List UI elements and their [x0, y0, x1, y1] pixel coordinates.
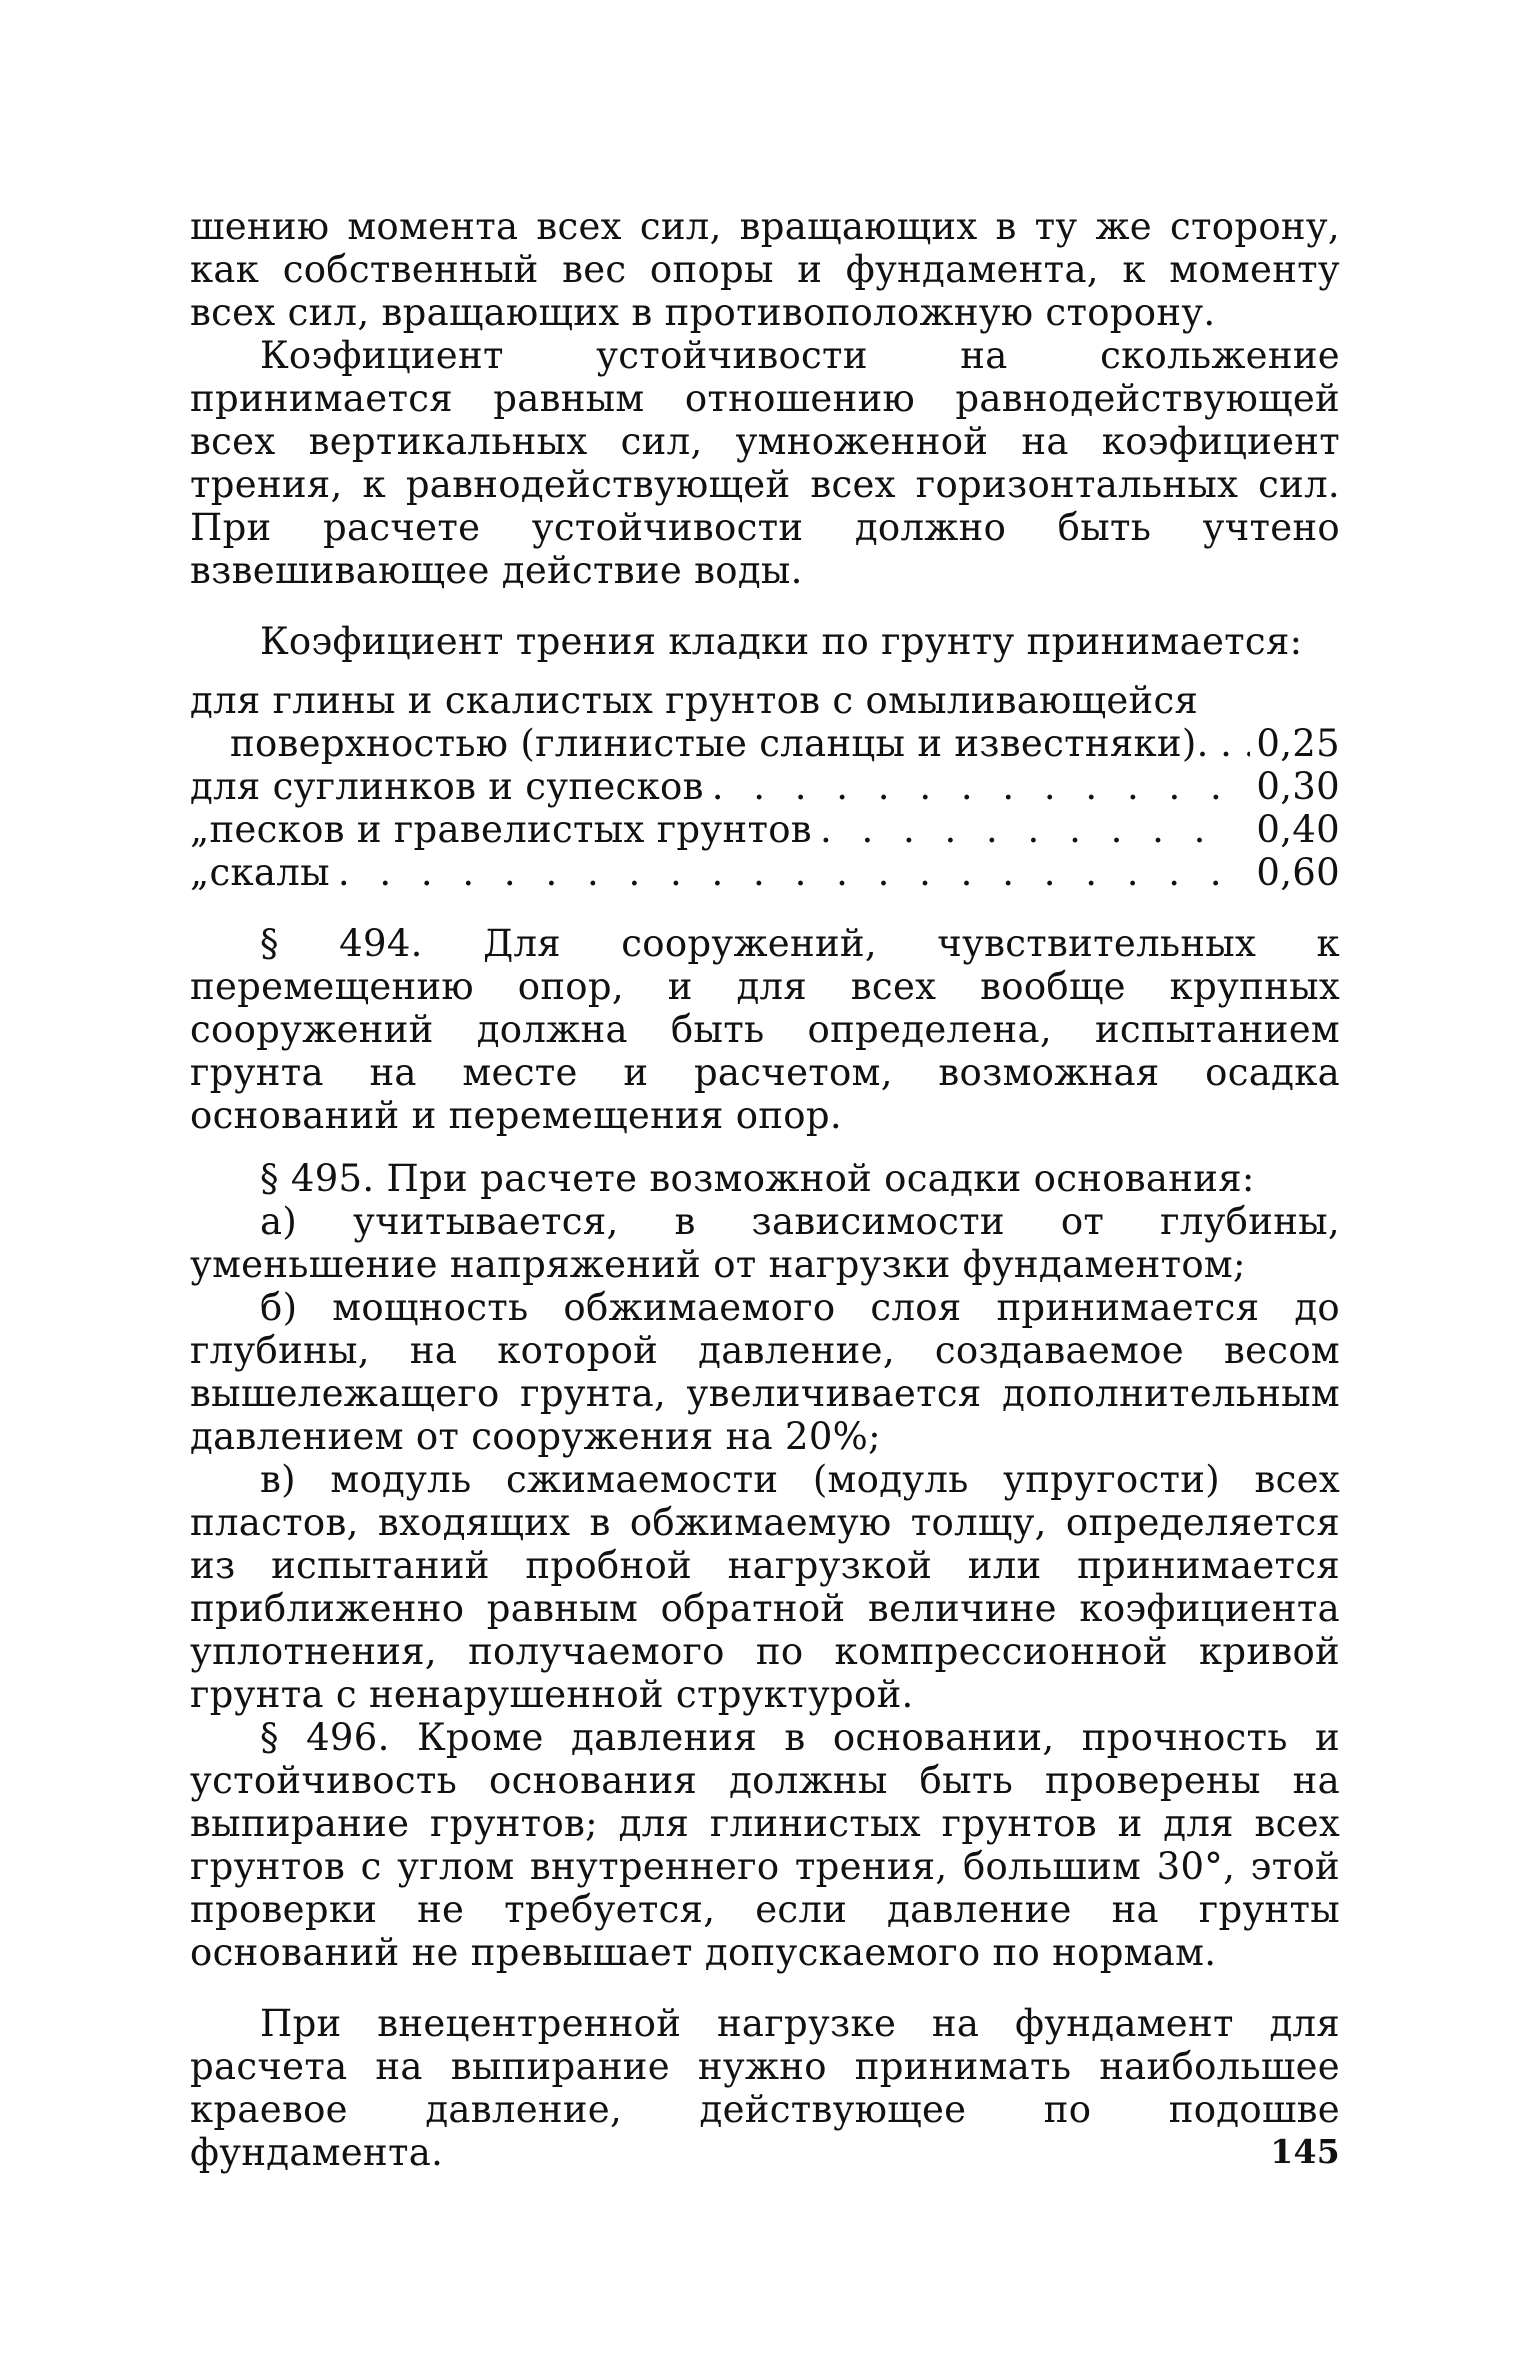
- table-row: [190, 765, 1340, 808]
- row-label: для глины и скалистых грунтов с омыливающейся: [190, 679, 1199, 722]
- paragraph-friction-intro: Коэфициент трения кладки по грунту принимается:: [260, 620, 1303, 663]
- row-label: поверхностью (глинистые сланцы и известняки): [230, 722, 1197, 765]
- table-row: [190, 679, 1340, 722]
- ditto-mark: „: [190, 808, 210, 851]
- row-value: 0,60: [1256, 851, 1340, 894]
- dot-leader: [820, 808, 1238, 851]
- paragraph-sliding-stability: Коэфициент устойчивости на скольжение принимается равным отношению равнодействующей всех вертикальных сил, умноженной на коэфициент трения, к равнодействующей всех горизонтальных сил. При расчете устойчивости должно быть учтено взвешивающее действие воды.: [190, 334, 1340, 592]
- table-row: [190, 808, 1340, 851]
- section-496: § 496. Кроме давления в основании, прочность и устойчивость основания должны быть проверены на выпирание грунтов; для глинистых грунтов и для всех грунтов с углом внутреннего трения, большим 30°, этой проверки не требуется, если давление на грунты оснований не превышает допускаемого по нормам.: [190, 1716, 1340, 1974]
- section-494: § 494. Для сооружений, чувствительных к перемещению опор, и для всех вообще крупных сооружений должна быть определена, испытанием грунта на месте и расчетом, возможная осадка оснований и перемещения опор.: [190, 922, 1340, 1137]
- row-label: для суглинков и супесков: [190, 765, 704, 808]
- row-label: песков и гравелистых грунтов: [209, 808, 812, 851]
- page-number: 145: [1270, 2132, 1340, 2171]
- dot-leader: [1197, 722, 1250, 765]
- row-value: 0,40: [1256, 808, 1340, 851]
- section-496-eccentric-load: При внецентренной нагрузке на фундамент для расчета на выпирание нужно принимать наибольшее краевое давление, действующее по подошве фундамента.: [190, 2002, 1340, 2174]
- table-row: [190, 851, 1340, 894]
- section-495-item-a: а) учитывается, в зависимости от глубины, уменьшение напряжений от нагрузки фундаментом;: [190, 1200, 1340, 1286]
- row-label: скалы: [209, 851, 330, 894]
- friction-coefficient-table: [190, 679, 1340, 894]
- dot-leader: [338, 851, 1238, 894]
- page-body: [190, 205, 1340, 2174]
- section-495-item-v: в) модуль сжимаемости (модуль упругости) всех пластов, входящих в обжимаемую толщу, определяется из испытаний пробной нагрузкой или принимается приближенно равным обратной величине коэфициента уплотнения, получаемого по компрессионной кривой грунта с ненарушенной структурой.: [190, 1458, 1340, 1716]
- section-495-item-b: б) мощность обжимаемого слоя принимается до глубины, на которой давление, создаваемое весом вышележащего грунта, увеличивается дополнительным давлением от сооружения на 20%;: [190, 1286, 1340, 1458]
- row-value: 0,25: [1256, 722, 1340, 765]
- table-row: [190, 722, 1340, 765]
- dot-leader: [712, 765, 1238, 808]
- section-495: § 495. При расчете возможной осадки основания:: [260, 1157, 1255, 1200]
- ditto-mark: „: [190, 851, 210, 894]
- paragraph-moment: шению момента всех сил, вращающих в ту же сторону, как собственный вес опоры и фундамента, к моменту всех сил, вращающих в противоположную сторону.: [190, 205, 1340, 334]
- row-value: 0,30: [1256, 765, 1340, 808]
